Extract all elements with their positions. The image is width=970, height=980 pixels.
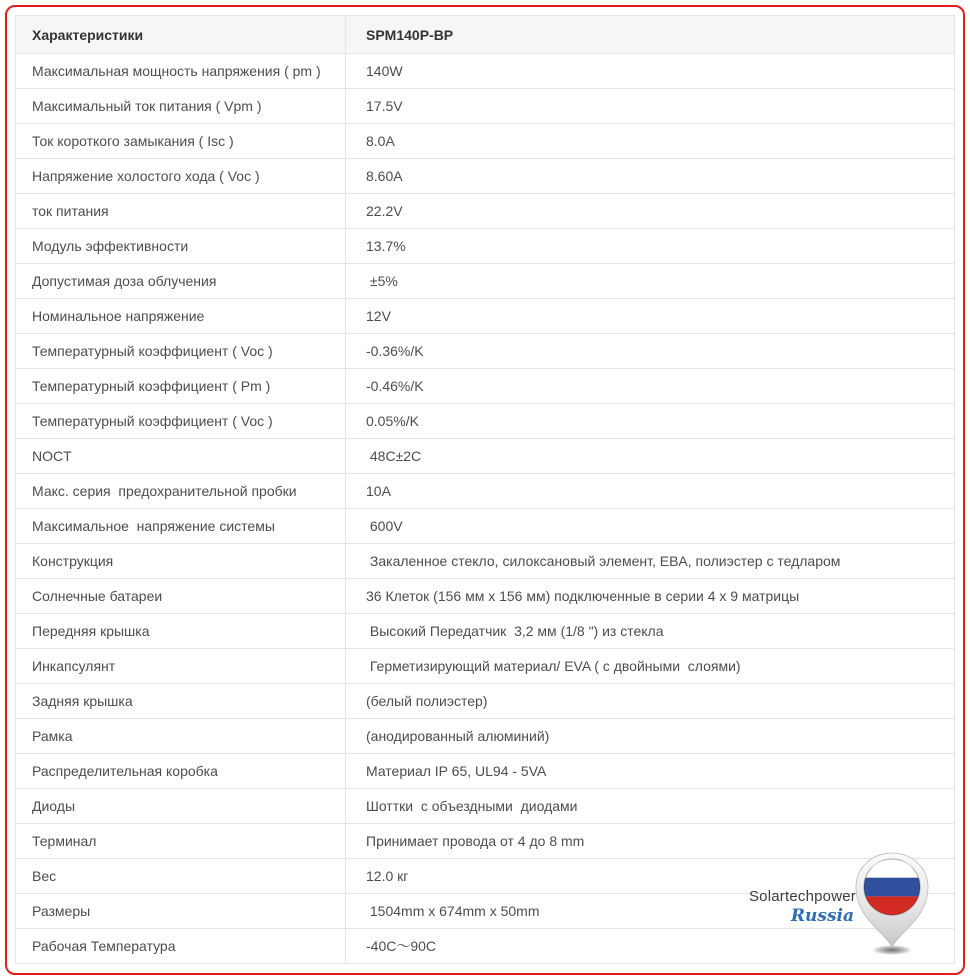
spec-label: Температурный коэффициент ( Voc ) <box>16 334 346 369</box>
spec-value: 0.05%/K <box>346 404 955 439</box>
table-row <box>16 439 955 474</box>
table-row <box>16 614 955 649</box>
spec-label: Модуль эффективности <box>16 229 346 264</box>
logo-text <box>600 888 856 926</box>
table-row <box>16 299 955 334</box>
spec-label: Температурный коэффициент ( Voc ) <box>16 404 346 439</box>
table-row <box>16 194 955 229</box>
spec-value: 17.5V <box>346 89 955 124</box>
spec-label: Передняя крышка <box>16 614 346 649</box>
spec-value: 22.2V <box>346 194 955 229</box>
table-row <box>16 159 955 194</box>
spec-value: (анодированный алюминий) <box>346 719 955 754</box>
table-row <box>16 544 955 579</box>
header-characteristics: Характеристики <box>16 16 346 54</box>
table-header-row <box>16 16 955 54</box>
spec-label: Максимальное напряжение системы <box>16 509 346 544</box>
spec-value: 8.0A <box>346 124 955 159</box>
spec-label: Рамка <box>16 719 346 754</box>
spec-label: Температурный коэффициент ( Pm ) <box>16 369 346 404</box>
spec-label: Терминал <box>16 824 346 859</box>
spec-label: ток питания <box>16 194 346 229</box>
table-row <box>16 89 955 124</box>
spec-value: Герметизирующий материал/ EVA ( с двойными слоями) <box>346 649 955 684</box>
table-row <box>16 509 955 544</box>
spec-label: Инкапсулянт <box>16 649 346 684</box>
spec-value: 36 Клеток (156 мм x 156 мм) подключенные в серии 4 x 9 матрицы <box>346 579 955 614</box>
spec-label: Допустимая доза облучения <box>16 264 346 299</box>
spec-label: Солнечные батареи <box>16 579 346 614</box>
table-row <box>16 404 955 439</box>
russia-flag-pin-icon <box>848 850 936 958</box>
table-row <box>16 684 955 719</box>
table-row <box>16 929 955 964</box>
spec-value: 12.0 кг <box>346 859 955 894</box>
table-row <box>16 334 955 369</box>
spec-value: 8.60A <box>346 159 955 194</box>
spec-label: Номинальное напряжение <box>16 299 346 334</box>
spec-value: Высокий Передатчик 3,2 мм (1/8 ") из стекла <box>346 614 955 649</box>
spec-value: Принимает провода от 4 до 8 mm <box>346 824 955 859</box>
spec-label: Вес <box>16 859 346 894</box>
table-row <box>16 369 955 404</box>
spec-value: Закаленное стекло, силоксановый элемент, EBA, полиэстер с тедларом <box>346 544 955 579</box>
spec-value: 12V <box>346 299 955 334</box>
spec-label: Максимальная мощность напряжения ( pm ) <box>16 54 346 89</box>
spec-label: Размеры <box>16 894 346 929</box>
table-row <box>16 264 955 299</box>
brand-name: Solartechpower <box>748 888 856 905</box>
spec-label: Рабочая Температура <box>16 929 346 964</box>
table-row <box>16 824 955 859</box>
table-row <box>16 719 955 754</box>
spec-value: 600V <box>346 509 955 544</box>
spec-label: NOCT <box>16 439 346 474</box>
red-frame-border <box>5 5 965 975</box>
spec-label: Задняя крышка <box>16 684 346 719</box>
spec-value: -0.36%/K <box>346 334 955 369</box>
spec-label: Ток короткого замыкания ( Isc ) <box>16 124 346 159</box>
spec-label: Напряжение холостого хода ( Voc ) <box>16 159 346 194</box>
table-row <box>16 54 955 89</box>
table-row <box>16 649 955 684</box>
spec-value: ±5% <box>346 264 955 299</box>
spec-value: (белый полиэстер) <box>346 684 955 719</box>
table-row <box>16 789 955 824</box>
spec-value: 48C±2C <box>346 439 955 474</box>
spec-value: 13.7% <box>346 229 955 264</box>
spec-value: 1504mm x 674mm x 50mm <box>346 894 955 929</box>
spec-label: Макс. серия предохранительной пробки <box>16 474 346 509</box>
spec-label: Распределительная коробка <box>16 754 346 789</box>
spec-label: Диоды <box>16 789 346 824</box>
table-row <box>16 754 955 789</box>
spec-label: Максимальный ток питания ( Vpm ) <box>16 89 346 124</box>
spec-value: Шоттки с объездными диодами <box>346 789 955 824</box>
table-row <box>16 474 955 509</box>
header-model: SPM140P-BP <box>346 16 955 54</box>
table-row <box>16 579 955 614</box>
spec-value: 10A <box>346 474 955 509</box>
spec-value: 140W <box>346 54 955 89</box>
spec-value: -40C～90C <box>346 929 955 964</box>
spec-value: Материал IP 65, UL94 - 5VA <box>346 754 955 789</box>
table-row <box>16 229 955 264</box>
table-row <box>16 124 955 159</box>
spec-value: -0.46%/K <box>346 369 955 404</box>
spec-table-body <box>16 54 955 964</box>
spec-table <box>15 15 955 964</box>
spec-label: Конструкция <box>16 544 346 579</box>
brand-country: Russia <box>790 906 854 926</box>
